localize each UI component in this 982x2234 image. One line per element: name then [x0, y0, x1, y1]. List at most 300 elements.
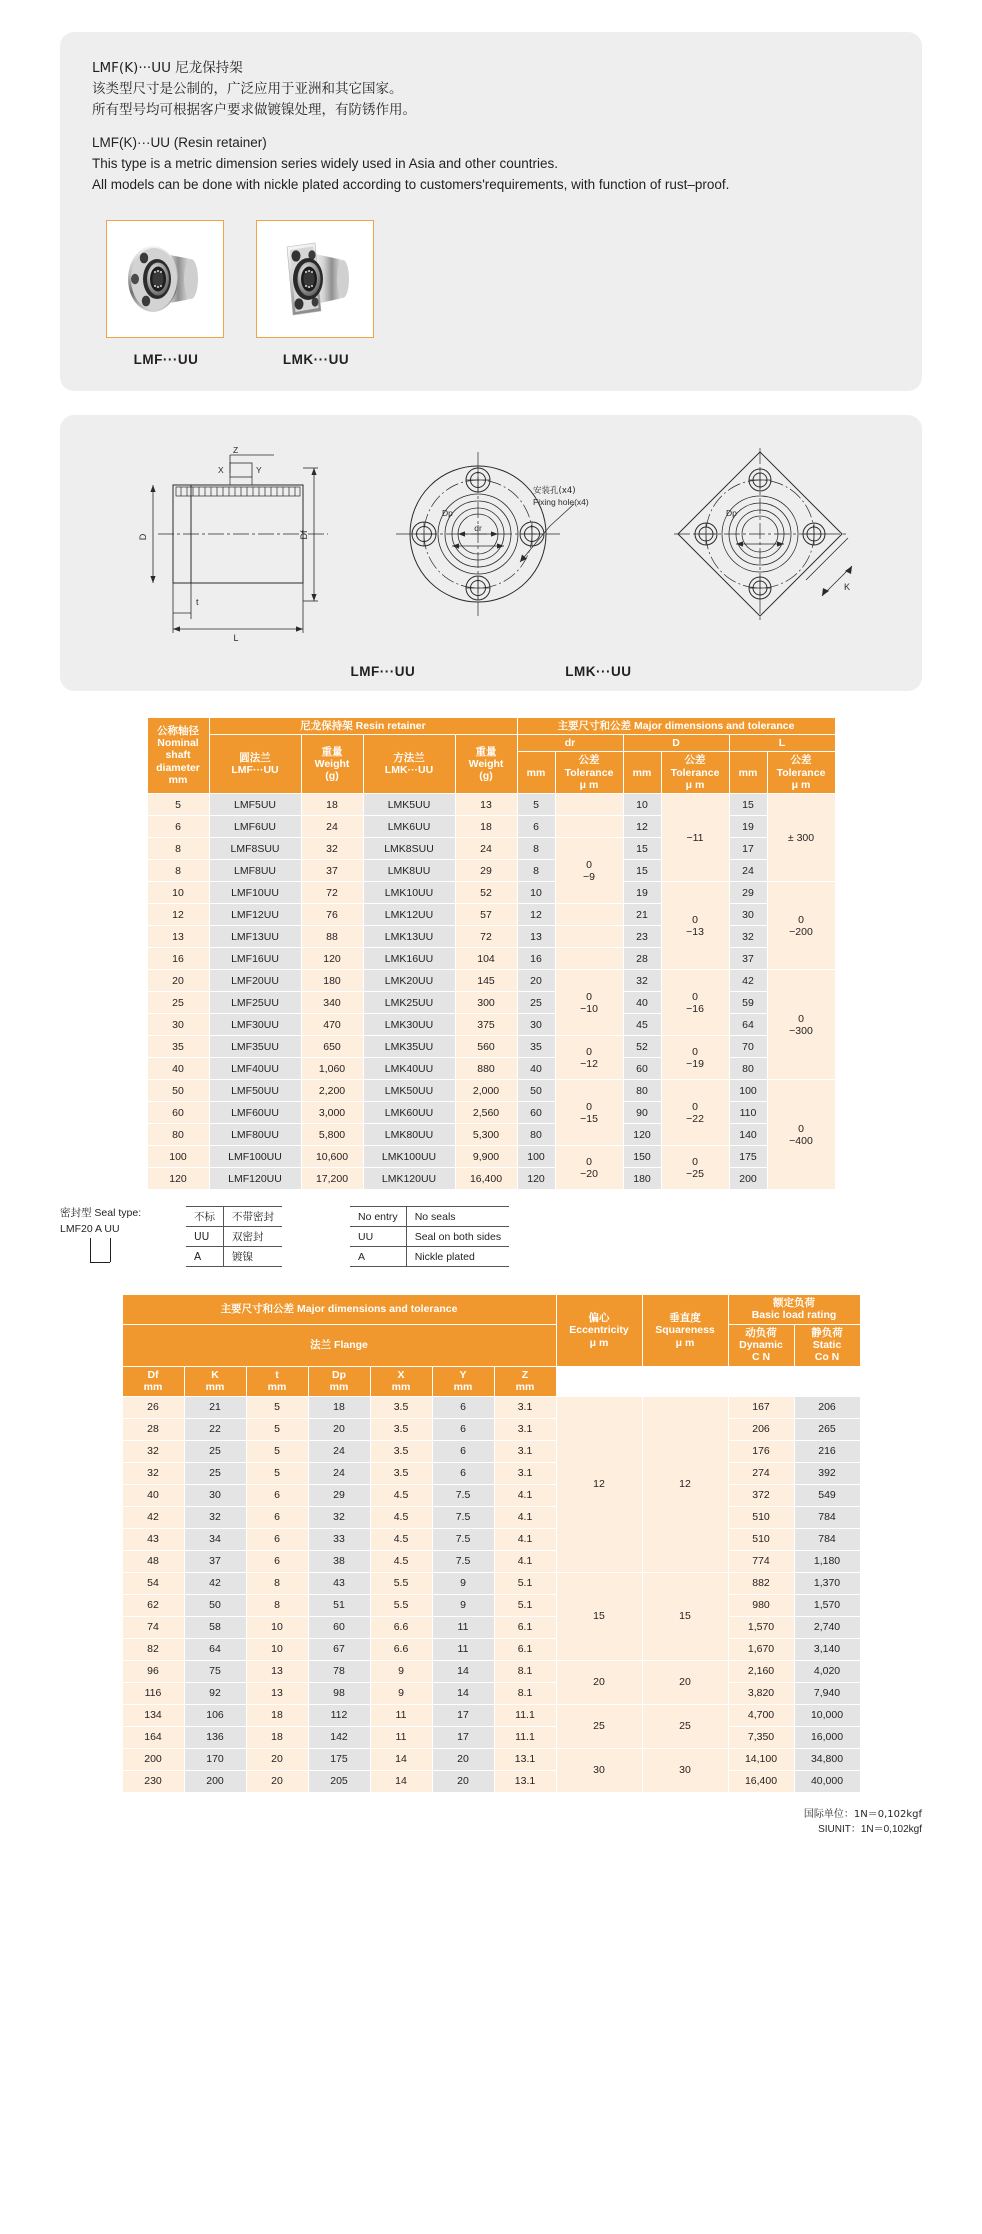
cell-D: 45	[623, 1014, 661, 1036]
cell-lmf-model: LMF120UU	[209, 1168, 301, 1190]
cell-Dp: 205	[308, 1770, 370, 1792]
cell-t: 5	[246, 1418, 308, 1440]
cell-static-load: 2,740	[794, 1616, 860, 1638]
cell-dynamic-load: 510	[728, 1528, 794, 1550]
cell-dr: 6	[517, 816, 555, 838]
table-row	[122, 1506, 860, 1528]
cell-dr-tolerance: 0 −9	[555, 838, 623, 904]
cell-static-load: 34,800	[794, 1748, 860, 1770]
cell-t: 6	[246, 1550, 308, 1572]
cell-dr: 80	[517, 1124, 555, 1146]
cell-lmk-weight: 2,560	[455, 1102, 517, 1124]
cell-dynamic-load: 1,570	[728, 1616, 794, 1638]
th-square-flange: 方法兰 LMK···UU	[363, 734, 455, 794]
cell-nominal: 60	[147, 1102, 209, 1124]
cell-nominal: 13	[147, 926, 209, 948]
svg-text:dr: dr	[474, 522, 482, 533]
cell-lmk-model: LMK16UU	[363, 948, 455, 970]
cell-dr: 100	[517, 1146, 555, 1168]
seal-desc: 不带密封	[224, 1207, 283, 1227]
cell-t: 20	[246, 1770, 308, 1792]
cell-Df: 40	[122, 1484, 184, 1506]
cell-static-load: 1,180	[794, 1550, 860, 1572]
cell-lmf-weight: 340	[301, 992, 363, 1014]
cn-title: LMF(K)···UU 尼龙保持架	[92, 60, 243, 76]
en-line-2: All models can be done with nickle plated according to customers'requirements, with function of rust–proof.	[92, 176, 730, 192]
cell-Z: 13.1	[494, 1748, 556, 1770]
product-photo-lmk	[256, 220, 376, 367]
th-L-group: L	[729, 734, 835, 751]
cell-dr-tolerance: 0 −12	[555, 1036, 623, 1080]
dimensions-table-1	[147, 717, 836, 1191]
cell-L: 175	[729, 1146, 767, 1168]
cell-Y: 6	[432, 1440, 494, 1462]
cell-Z: 5.1	[494, 1594, 556, 1616]
cell-Df: 28	[122, 1418, 184, 1440]
cell-t: 13	[246, 1660, 308, 1682]
cell-X: 11	[370, 1704, 432, 1726]
cell-Df: 26	[122, 1396, 184, 1418]
cell-lmk-model: LMK8UU	[363, 860, 455, 882]
cell-D: 21	[623, 904, 661, 926]
cell-L-tolerance: 0 −300	[767, 970, 835, 1080]
cell-dr: 50	[517, 1080, 555, 1102]
cell-dr: 40	[517, 1058, 555, 1080]
cell-squareness: 15	[642, 1572, 728, 1660]
table-row	[122, 1528, 860, 1550]
th2-col-Z: Z mm	[494, 1366, 556, 1396]
cell-Df: 96	[122, 1660, 184, 1682]
cell-nominal: 16	[147, 948, 209, 970]
technical-drawing	[78, 433, 924, 658]
cell-lmk-model: LMK80UU	[363, 1124, 455, 1146]
th2-col-X: X mm	[370, 1366, 432, 1396]
cell-L: 140	[729, 1124, 767, 1146]
svg-text:Y: Y	[256, 464, 262, 475]
cell-dynamic-load: 2,160	[728, 1660, 794, 1682]
cell-static-load: 4,020	[794, 1660, 860, 1682]
cell-lmf-model: LMF8UU	[209, 860, 301, 882]
cell-Df: 116	[122, 1682, 184, 1704]
cell-Dp: 112	[308, 1704, 370, 1726]
cell-Z: 6.1	[494, 1638, 556, 1660]
seal-desc: Seal on both sides	[406, 1227, 509, 1247]
cell-Z: 6.1	[494, 1616, 556, 1638]
cell-Y: 17	[432, 1726, 494, 1748]
cell-nominal: 40	[147, 1058, 209, 1080]
cell-dr-tolerance	[555, 904, 623, 926]
cell-dynamic-load: 774	[728, 1550, 794, 1572]
table-row	[147, 882, 835, 904]
table-row	[122, 1462, 860, 1484]
cell-D: 28	[623, 948, 661, 970]
cell-L: 100	[729, 1080, 767, 1102]
cell-t: 8	[246, 1572, 308, 1594]
table-row	[147, 1080, 835, 1102]
square-flange-bearing-photo	[263, 227, 367, 331]
cell-Y: 17	[432, 1704, 494, 1726]
cell-nominal: 50	[147, 1080, 209, 1102]
cell-D: 12	[623, 816, 661, 838]
cell-lmf-model: LMF16UU	[209, 948, 301, 970]
cell-lmf-model: LMF100UU	[209, 1146, 301, 1168]
table-row	[122, 1616, 860, 1638]
seal-legend-en	[350, 1206, 509, 1267]
cell-lmk-weight: 52	[455, 882, 517, 904]
cell-lmk-weight: 300	[455, 992, 517, 1014]
cell-Y: 14	[432, 1660, 494, 1682]
seal-desc: Nickle plated	[406, 1247, 509, 1267]
th2-col-Y: Y mm	[432, 1366, 494, 1396]
th-L-mm: mm	[729, 752, 767, 794]
table-row	[122, 1572, 860, 1594]
cell-Dp: 60	[308, 1616, 370, 1638]
cell-nominal: 6	[147, 816, 209, 838]
cell-lmk-model: LMK5UU	[363, 794, 455, 816]
cell-K: 30	[184, 1484, 246, 1506]
seal-code: No entry	[350, 1207, 406, 1227]
table-row	[147, 1014, 835, 1036]
cell-D-tolerance: 0 −13	[661, 882, 729, 970]
cell-dr: 16	[517, 948, 555, 970]
th-L-tolerance: 公差 Tolerance μ m	[767, 752, 835, 794]
svg-text:X: X	[218, 464, 224, 475]
seal-title-en: Seal type:	[94, 1207, 142, 1220]
cell-lmf-model: LMF35UU	[209, 1036, 301, 1058]
cell-D: 80	[623, 1080, 661, 1102]
th-weight-lmf: 重量 Weight (g)	[301, 734, 363, 794]
table-1-wrapper	[0, 717, 982, 1191]
cell-Df: 48	[122, 1550, 184, 1572]
seal-legend-row	[350, 1247, 509, 1267]
table-row	[147, 794, 835, 816]
cell-D: 90	[623, 1102, 661, 1124]
cell-nominal: 35	[147, 1036, 209, 1058]
cell-D-tolerance: 0 −16	[661, 970, 729, 1036]
cell-Z: 11.1	[494, 1704, 556, 1726]
svg-text:Dp: Dp	[726, 507, 737, 518]
cell-eccentricity: 30	[556, 1748, 642, 1792]
table-row	[122, 1660, 860, 1682]
cell-lmk-weight: 29	[455, 860, 517, 882]
table-row	[122, 1704, 860, 1726]
cell-dynamic-load: 882	[728, 1572, 794, 1594]
cell-Y: 7.5	[432, 1506, 494, 1528]
cell-static-load: 1,570	[794, 1594, 860, 1616]
seal-legend-row	[350, 1207, 509, 1227]
cell-L-tolerance: ± 300	[767, 794, 835, 882]
cell-lmf-weight: 72	[301, 882, 363, 904]
cell-nominal: 100	[147, 1146, 209, 1168]
cell-Df: 62	[122, 1594, 184, 1616]
cell-lmf-model: LMF20UU	[209, 970, 301, 992]
cell-Df: 54	[122, 1572, 184, 1594]
cell-nominal: 5	[147, 794, 209, 816]
cell-dynamic-load: 1,670	[728, 1638, 794, 1660]
cell-lmf-weight: 1,060	[301, 1058, 363, 1080]
cell-dr: 5	[517, 794, 555, 816]
table-row	[122, 1770, 860, 1792]
cell-lmf-model: LMF40UU	[209, 1058, 301, 1080]
cell-D: 150	[623, 1146, 661, 1168]
cell-lmf-weight: 76	[301, 904, 363, 926]
cell-lmk-weight: 2,000	[455, 1080, 517, 1102]
cell-D: 10	[623, 794, 661, 816]
cell-Z: 8.1	[494, 1682, 556, 1704]
th-round-flange: 圆法兰 LMF···UU	[209, 734, 301, 794]
cell-Y: 7.5	[432, 1484, 494, 1506]
cell-t: 10	[246, 1616, 308, 1638]
table-row	[147, 1124, 835, 1146]
cell-nominal: 25	[147, 992, 209, 1014]
cell-Y: 14	[432, 1682, 494, 1704]
cell-nominal: 120	[147, 1168, 209, 1190]
product-photo-lmf	[106, 220, 226, 367]
cell-lmk-weight: 104	[455, 948, 517, 970]
cell-Z: 4.1	[494, 1528, 556, 1550]
th2-major-dimensions-group: 主要尺寸和公差 Major dimensions and tolerance	[122, 1294, 556, 1324]
cell-D: 19	[623, 882, 661, 904]
photo-frame	[256, 220, 374, 338]
cell-Dp: 67	[308, 1638, 370, 1660]
cell-Df: 134	[122, 1704, 184, 1726]
cell-D: 52	[623, 1036, 661, 1058]
cell-Dp: 29	[308, 1484, 370, 1506]
cell-lmf-model: LMF25UU	[209, 992, 301, 1014]
cell-lmk-model: LMK35UU	[363, 1036, 455, 1058]
cell-L: 29	[729, 882, 767, 904]
footnote-en: SIUNIT：1N＝0,102kgf	[818, 1823, 922, 1835]
cell-L: 110	[729, 1102, 767, 1124]
cell-X: 4.5	[370, 1506, 432, 1528]
cell-Z: 3.1	[494, 1462, 556, 1484]
cell-Y: 20	[432, 1770, 494, 1792]
table-row	[122, 1726, 860, 1748]
cell-lmk-model: LMK40UU	[363, 1058, 455, 1080]
cell-L: 80	[729, 1058, 767, 1080]
cell-Z: 4.1	[494, 1550, 556, 1572]
cell-Y: 20	[432, 1748, 494, 1770]
seal-legend-row-1	[178, 1206, 509, 1267]
cell-static-load: 784	[794, 1506, 860, 1528]
cell-dr: 8	[517, 860, 555, 882]
cell-static-load: 784	[794, 1528, 860, 1550]
cell-dr: 10	[517, 882, 555, 904]
cell-dr: 30	[517, 1014, 555, 1036]
seal-legend-row	[186, 1207, 282, 1227]
cell-X: 4.5	[370, 1550, 432, 1572]
cell-Dp: 18	[308, 1396, 370, 1418]
cell-L: 64	[729, 1014, 767, 1036]
th-dr-group: dr	[517, 734, 623, 751]
cell-t: 6	[246, 1506, 308, 1528]
cell-dr-tolerance	[555, 948, 623, 970]
cell-X: 3.5	[370, 1418, 432, 1440]
cell-Y: 7.5	[432, 1550, 494, 1572]
cell-D: 15	[623, 838, 661, 860]
cell-Df: 200	[122, 1748, 184, 1770]
seal-type-label	[60, 1206, 178, 1272]
th2-col-K: K mm	[184, 1366, 246, 1396]
cell-dr-tolerance	[555, 926, 623, 948]
cell-lmf-weight: 470	[301, 1014, 363, 1036]
cell-lmf-model: LMF60UU	[209, 1102, 301, 1124]
svg-text:Fixing hole(x4): Fixing hole(x4)	[533, 496, 589, 507]
cell-t: 13	[246, 1682, 308, 1704]
cell-Y: 11	[432, 1638, 494, 1660]
cell-Dp: 98	[308, 1682, 370, 1704]
cell-Y: 6	[432, 1462, 494, 1484]
cell-Z: 4.1	[494, 1484, 556, 1506]
cell-nominal: 20	[147, 970, 209, 992]
cell-Df: 32	[122, 1440, 184, 1462]
cell-Dp: 24	[308, 1462, 370, 1484]
cell-lmf-weight: 180	[301, 970, 363, 992]
cell-L: 32	[729, 926, 767, 948]
cell-K: 106	[184, 1704, 246, 1726]
table-row	[122, 1594, 860, 1616]
cell-L: 37	[729, 948, 767, 970]
cell-lmf-weight: 32	[301, 838, 363, 860]
seal-code-bracket	[82, 1238, 142, 1272]
cell-lmk-weight: 375	[455, 1014, 517, 1036]
cell-static-load: 7,940	[794, 1682, 860, 1704]
cell-nominal: 80	[147, 1124, 209, 1146]
cell-K: 200	[184, 1770, 246, 1792]
cell-nominal: 8	[147, 860, 209, 882]
cell-lmf-weight: 650	[301, 1036, 363, 1058]
cell-eccentricity: 15	[556, 1572, 642, 1660]
cell-dynamic-load: 176	[728, 1440, 794, 1462]
cell-lmk-weight: 16,400	[455, 1168, 517, 1190]
cell-t: 20	[246, 1748, 308, 1770]
cell-lmf-weight: 37	[301, 860, 363, 882]
cell-X: 4.5	[370, 1528, 432, 1550]
th2-squareness: 垂直度 Squareness μ m	[642, 1294, 728, 1366]
table-row	[122, 1748, 860, 1770]
svg-text:Df: Df	[299, 530, 309, 540]
cell-L: 59	[729, 992, 767, 1014]
cell-Df: 74	[122, 1616, 184, 1638]
unit-footnote	[0, 1793, 982, 1837]
cell-dynamic-load: 980	[728, 1594, 794, 1616]
cell-lmk-model: LMK50UU	[363, 1080, 455, 1102]
seal-code: UU	[186, 1227, 224, 1247]
cell-dr: 12	[517, 904, 555, 926]
seal-code: A	[350, 1247, 406, 1267]
photo-caption-lmf: LMF···UU	[133, 351, 199, 367]
cell-static-load: 265	[794, 1418, 860, 1440]
cell-Y: 11	[432, 1616, 494, 1638]
cell-dynamic-load: 510	[728, 1506, 794, 1528]
cell-K: 25	[184, 1440, 246, 1462]
cell-dr-tolerance	[555, 816, 623, 838]
cell-Y: 9	[432, 1594, 494, 1616]
cell-static-load: 206	[794, 1396, 860, 1418]
footnote-cn: 国际单位：1N＝0,102kgf	[803, 1808, 922, 1820]
cell-Y: 6	[432, 1396, 494, 1418]
th2-load-rating-group: 额定负荷 Basic load rating	[728, 1294, 860, 1324]
cell-lmf-weight: 5,800	[301, 1124, 363, 1146]
seal-desc: 镀镍	[224, 1247, 283, 1267]
table-row	[147, 1168, 835, 1190]
cell-X: 3.5	[370, 1440, 432, 1462]
cell-t: 8	[246, 1594, 308, 1616]
cell-Df: 230	[122, 1770, 184, 1792]
cell-Dp: 38	[308, 1550, 370, 1572]
cell-lmf-model: LMF5UU	[209, 794, 301, 816]
drawing-caption-lmk: LMK···UU	[565, 663, 632, 679]
cell-lmk-weight: 145	[455, 970, 517, 992]
cell-lmk-weight: 5,300	[455, 1124, 517, 1146]
cell-lmf-weight: 24	[301, 816, 363, 838]
cell-X: 14	[370, 1770, 432, 1792]
cell-K: 22	[184, 1418, 246, 1440]
cell-Df: 82	[122, 1638, 184, 1660]
cell-Y: 7.5	[432, 1528, 494, 1550]
seal-legend-row	[186, 1227, 282, 1247]
cell-lmk-model: LMK30UU	[363, 1014, 455, 1036]
th2-col-Df: Df mm	[122, 1366, 184, 1396]
cell-static-load: 3,140	[794, 1638, 860, 1660]
cell-dynamic-load: 4,700	[728, 1704, 794, 1726]
cell-K: 136	[184, 1726, 246, 1748]
seal-legend-tables	[178, 1206, 509, 1267]
table-row	[147, 948, 835, 970]
th-major-dimensions-group: 主要尺寸和公差 Major dimensions and tolerance	[517, 717, 835, 734]
cell-dr: 25	[517, 992, 555, 1014]
cell-D-tolerance: 0 −22	[661, 1080, 729, 1146]
cell-lmk-model: LMK25UU	[363, 992, 455, 1014]
cell-Df: 43	[122, 1528, 184, 1550]
cell-t: 5	[246, 1462, 308, 1484]
cell-dynamic-load: 274	[728, 1462, 794, 1484]
cell-L: 19	[729, 816, 767, 838]
cell-nominal: 8	[147, 838, 209, 860]
table-row	[147, 1058, 835, 1080]
cell-Dp: 20	[308, 1418, 370, 1440]
cell-static-load: 40,000	[794, 1770, 860, 1792]
table-row	[122, 1484, 860, 1506]
cell-dynamic-load: 14,100	[728, 1748, 794, 1770]
cell-dynamic-load: 3,820	[728, 1682, 794, 1704]
cell-Df: 42	[122, 1506, 184, 1528]
en-line-1: This type is a metric dimension series widely used in Asia and other countries.	[92, 155, 558, 171]
cell-Z: 8.1	[494, 1660, 556, 1682]
cell-dynamic-load: 206	[728, 1418, 794, 1440]
table-row	[147, 816, 835, 838]
table-row	[122, 1638, 860, 1660]
cell-lmk-weight: 57	[455, 904, 517, 926]
cell-lmk-model: LMK120UU	[363, 1168, 455, 1190]
cell-eccentricity: 12	[556, 1396, 642, 1572]
cell-K: 58	[184, 1616, 246, 1638]
cell-K: 21	[184, 1396, 246, 1418]
cell-K: 42	[184, 1572, 246, 1594]
cell-Z: 3.1	[494, 1440, 556, 1462]
cell-X: 5.5	[370, 1594, 432, 1616]
cell-lmf-model: LMF6UU	[209, 816, 301, 838]
cell-Dp: 51	[308, 1594, 370, 1616]
cell-lmk-weight: 24	[455, 838, 517, 860]
cell-eccentricity: 25	[556, 1704, 642, 1748]
round-flange-bearing-photo	[113, 227, 217, 331]
table-2-wrapper	[0, 1294, 982, 1793]
cell-lmf-weight: 10,600	[301, 1146, 363, 1168]
description-text	[92, 58, 890, 196]
seal-title-cn: 密封型	[60, 1207, 92, 1220]
cell-squareness: 12	[642, 1396, 728, 1572]
